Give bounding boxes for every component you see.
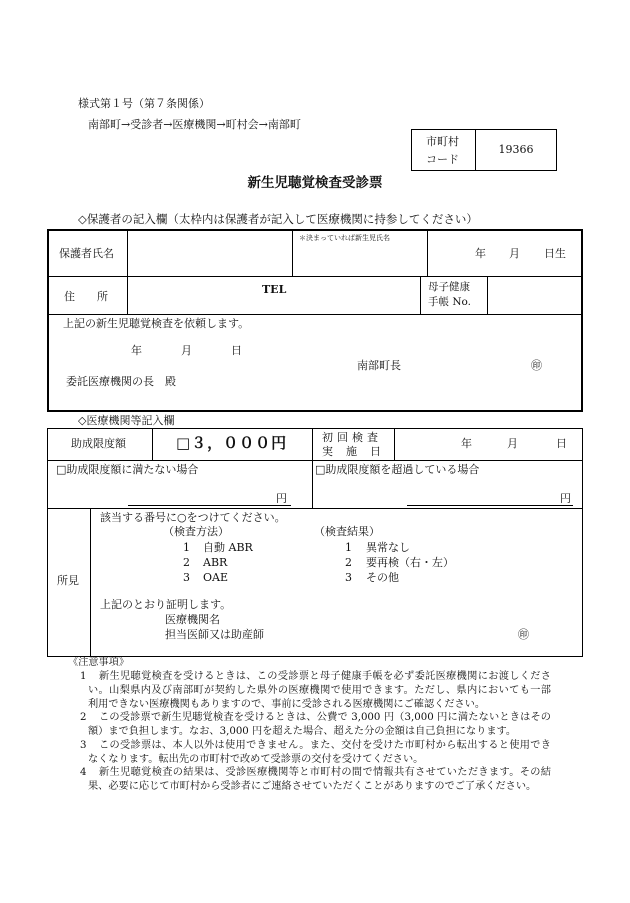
guardian-name-label: 保護者氏名 <box>59 247 114 260</box>
findings-label-divider <box>90 508 91 657</box>
result-label: 要再検（右・左） <box>366 556 454 569</box>
guardian-section-heading: ◇保護者の記入欄（太枠内は保護者が記入して医療機関に持参してください） <box>78 212 478 226</box>
document-title: 新生児聴覚検査受診票 <box>247 175 383 191</box>
result-label: 異常なし <box>366 541 410 554</box>
note-line: 新生児聴覚検査を受けるときは、この受診票と母子健康手帳を必ず委託医療機関にお渡しくださ <box>99 671 551 682</box>
form-number: 様式第１号（第７条関係） <box>78 97 210 110</box>
medical-section-heading: ◇医療機関等記入欄 <box>78 414 175 427</box>
guardian-label-divider <box>127 229 128 314</box>
method-label: ABR <box>203 556 228 569</box>
note-line: この受診票で新生児聴覚検査を受けるときは、公費で 3,000 円（3,000 円に満たないときはその <box>99 712 551 723</box>
result-number: 1 <box>345 541 352 554</box>
method-number: 1 <box>183 541 190 554</box>
address-label: 住 所 <box>64 290 108 303</box>
request-text: 上記の新生児聴覚検査を依頼します。 <box>63 317 250 330</box>
exam-date-label-divider <box>394 428 395 460</box>
exam-date-label-line1: 初回検査 <box>322 431 382 444</box>
request-date-month: 月 <box>181 344 192 357</box>
result-number: 3 <box>345 571 352 584</box>
under-limit-option: □助成限度額に満たない場合 <box>56 463 199 476</box>
method-label: OAE <box>203 571 228 584</box>
newborn-name-divider <box>292 229 293 276</box>
handbook-label-divider-left <box>420 276 421 314</box>
handbook-label-line2: 手帳 No. <box>428 296 471 308</box>
exam-date-day: 日 <box>556 437 567 450</box>
findings-instruction: 該当する番号に○をつけてください。 <box>100 511 286 524</box>
tel-label: TEL <box>262 283 287 296</box>
note-line: い。山梨県内及び南部町が契約した県外の医療機関で使用できます。ただし、県内においても一部 <box>88 685 551 696</box>
over-limit-amount-line <box>407 505 573 506</box>
note-line: 新生児聴覚検査の結果は、受診医療機関等と市町村の間で情報共有させていただきます。その結 <box>99 767 551 778</box>
over-limit-option: □助成限度額を超過している場合 <box>315 463 480 476</box>
note-number: 2 <box>80 712 87 723</box>
guardian-row-divider-2 <box>47 314 583 315</box>
method-heading: （検査方法） <box>163 525 229 538</box>
under-limit-amount-line <box>128 505 291 506</box>
subsidy-limit-label: 助成限度額 <box>71 437 126 450</box>
over-limit-yen: 円 <box>560 492 571 505</box>
birth-date-day: 日生 <box>544 247 566 260</box>
method-number: 3 <box>183 571 190 584</box>
birth-date-year: 年 <box>475 247 486 260</box>
code-label-line2: コード <box>426 153 459 166</box>
handbook-label-line1: 母子健康 <box>428 281 470 293</box>
routing-flow: 南部町→受診者→医療機関→町村会→南部町 <box>88 118 301 131</box>
note-number: 1 <box>80 671 87 682</box>
mayor-label: 南部町長 <box>357 359 401 372</box>
doctor-label: 担当医師又は助産師 <box>165 628 264 641</box>
subsidy-limit-amount: □３，０００円 <box>176 434 288 452</box>
code-label-line1: 市町村 <box>426 135 459 148</box>
note-number: 3 <box>80 740 87 751</box>
medical-row-divider-2 <box>47 508 583 509</box>
exam-date-month: 月 <box>507 437 518 450</box>
note-number: 4 <box>80 767 87 778</box>
result-number: 2 <box>345 556 352 569</box>
mayor-seal: ㊞ <box>531 359 542 372</box>
exam-date-label-line2: 実 施 日 <box>322 445 382 458</box>
medical-center-divider <box>312 428 313 508</box>
note-line: 利用できない医療機関もありますので、事前に受診される医療機関にご確認ください。 <box>88 699 486 710</box>
under-limit-yen: 円 <box>276 492 287 505</box>
certification-text: 上記のとおり証明します。 <box>100 598 232 611</box>
addressee-label: 委託医療機関の長 殿 <box>66 375 176 388</box>
subsidy-label-divider <box>152 428 153 460</box>
findings-label: 所見 <box>57 574 79 587</box>
newborn-name-note: ＊決まっていれば新生児氏名 <box>299 234 390 242</box>
institution-name-label: 医療機関名 <box>165 613 220 626</box>
note-line: この受診票は、本人以外は使用できません。また、交付を受けた市町村から転出すると使用でき <box>99 740 551 751</box>
note-line: 額）まで負担します。なお、3,000 円を超えた場合、超えた分の金額は自己負担になります。 <box>88 726 517 737</box>
request-date-year: 年 <box>131 344 142 357</box>
result-label: その他 <box>366 571 399 584</box>
request-date-day: 日 <box>231 344 242 357</box>
handbook-label-divider-right <box>487 276 488 314</box>
birth-date-divider <box>427 229 428 276</box>
birth-date-month: 月 <box>509 247 520 260</box>
method-number: 2 <box>183 556 190 569</box>
result-heading: （検査結果） <box>314 525 380 538</box>
municipality-code-value: 19366 <box>498 143 534 156</box>
method-label: 自動 ABR <box>203 541 253 554</box>
notes-heading: 《注意事項》 <box>68 657 130 668</box>
exam-date-year: 年 <box>461 437 472 450</box>
note-line: 果、必要に応じて市町村から受診者にご連絡させていただくことがありますのでご了承ください。 <box>88 781 537 792</box>
note-line: なくなります。転出先の市町村で改めて受診票の交付を受けてください。 <box>88 754 424 765</box>
doctor-seal: ㊞ <box>518 628 529 641</box>
medical-row-divider-1 <box>47 460 583 461</box>
